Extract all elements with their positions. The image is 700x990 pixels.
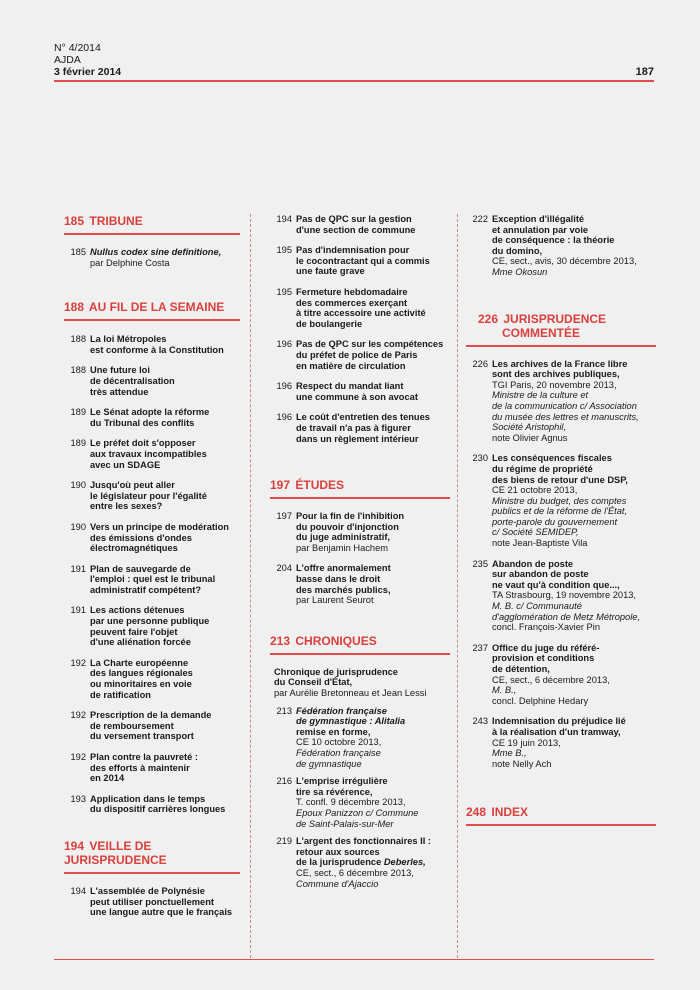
entry-page: 230 xyxy=(472,453,488,464)
column-left xyxy=(64,214,240,918)
header-rule xyxy=(54,80,654,82)
issue-date: 3 février 2014 xyxy=(54,66,122,78)
entry-title: La loi Métropoles est conforme à la Constitution xyxy=(90,334,224,355)
section-heading-index[interactable]: 248 INDEX xyxy=(466,805,529,820)
entry-parties: M. B. c/ Communauté d'agglomération de Metz Métropole, xyxy=(492,601,641,622)
entry-page: 192 xyxy=(70,657,86,668)
chronique-intro: Chronique de jurisprudence du Conseil d'État, par Aurélie Bretonneau et Jean Lessi xyxy=(274,666,427,699)
entry-parties: M. B., xyxy=(492,685,517,696)
entry-body xyxy=(90,564,240,596)
entry-body xyxy=(296,412,450,444)
toc-entry[interactable]: 216 L'emprise irrégulière tire sa révérence, T. confl. 9 décembre 2013, Epoux Panizzon c/ Commune de Saint-Palais-sur-Mer xyxy=(276,776,419,829)
entry-title: Plan contre la pauvreté : des efforts à maintenir en 2014 xyxy=(90,752,198,784)
entry-note: concl. Delphine Hedary xyxy=(492,695,589,706)
entry-title: Le coût d'entretien des tenues de travail n'a pas à figurer dans un règlement intérieur xyxy=(296,412,430,444)
entry-body xyxy=(90,752,240,784)
section-rule xyxy=(466,345,656,347)
entry-title: La Charte européenne des langues régionales ou minoritaires en voie de ratification xyxy=(90,657,193,700)
entry-note: note Nelly Ach xyxy=(492,758,552,769)
toc-entry[interactable] xyxy=(466,643,656,707)
entry-body xyxy=(492,453,656,548)
entry-page: 188 xyxy=(70,365,86,376)
toc-entry[interactable] xyxy=(270,339,450,371)
entry-page: 196 xyxy=(276,339,292,350)
entry-page: 189 xyxy=(70,438,86,449)
entry-body xyxy=(296,381,450,402)
entry-page: 235 xyxy=(472,558,488,569)
entry-parties: Mme B., xyxy=(492,748,527,759)
toc-entry[interactable] xyxy=(64,407,240,428)
toc-list-etudes xyxy=(270,511,450,606)
column-divider xyxy=(250,214,251,958)
journal-name: AJDA xyxy=(54,54,81,66)
entry-title: Abandon de poste sur abandon de poste ne vaut qu'à condition que..., xyxy=(492,558,620,590)
entry-page: 193 xyxy=(70,793,86,804)
toc-entry[interactable]: 213 Fédération française de gymnastique : Alitalia remise en forme, CE 10 octobre 2013, Fédération française de gymnastique xyxy=(276,705,406,769)
section-rule xyxy=(64,872,240,874)
footer-rule xyxy=(54,959,654,960)
column-right xyxy=(466,214,656,826)
section-heading-jurisprudence[interactable]: 226 JURISPRUDENCE COMMENTÉE xyxy=(478,311,607,340)
entry-title: Prescription de la demande de remboursement du versement transport xyxy=(90,710,212,742)
entry-body xyxy=(492,559,656,633)
page-number: 187 xyxy=(635,66,654,78)
entry-page: 189 xyxy=(70,407,86,418)
entry-body xyxy=(492,716,656,769)
entry-title: Plan de sauvegarde de l'emploi : quel est le tribunal administratif compétent? xyxy=(90,563,216,595)
entry-body xyxy=(90,794,240,815)
toc-entry[interactable] xyxy=(64,886,240,918)
entry-body xyxy=(90,522,240,554)
entry-title: Jusqu'où peut aller le législateur pour l'égalité entre les sexes? xyxy=(90,480,207,512)
section-rule xyxy=(270,497,450,499)
toc-entry[interactable]: 219 L'argent des fonctionnaires II : retour aux sources de la jurisprudence Deberles, CE, sect., 6 décembre 2013, Commune d'Ajaccio xyxy=(276,836,431,889)
entry-page: 195 xyxy=(276,286,292,297)
entry-body xyxy=(90,658,240,700)
entry-body xyxy=(90,334,240,355)
entry-body xyxy=(492,643,656,707)
entry-title: Le préfet doit s'opposer aux travaux incompatibles avec un SDAGE xyxy=(90,438,207,470)
column-middle xyxy=(270,214,450,889)
entry-page: 192 xyxy=(70,752,86,762)
entry-body xyxy=(90,605,240,647)
toc-list-jurisprudence xyxy=(466,359,656,770)
toc-entry[interactable] xyxy=(466,716,656,769)
toc-entry[interactable] xyxy=(466,559,656,633)
entry-title: Les conséquences fiscales du régime de propriété des biens de retour d'une DSP, xyxy=(492,453,628,485)
entry-title: Office du juge du référé- provision et conditions de détention, xyxy=(492,642,600,674)
toc-entry[interactable] xyxy=(64,438,240,470)
entry-page: 196 xyxy=(276,412,292,423)
entry-page: 226 xyxy=(472,358,488,369)
entry-page: 237 xyxy=(472,642,488,653)
entry-body xyxy=(90,710,240,742)
entry-note: concl. François-Xavier Pin xyxy=(492,622,600,633)
section-heading-semaine[interactable]: 188 AU FIL DE LA SEMAINE xyxy=(64,300,225,315)
toc-entry[interactable] xyxy=(270,563,450,605)
section-heading-etudes[interactable]: 197 ÉTUDES xyxy=(270,478,345,493)
section-rule xyxy=(270,653,450,655)
section-heading-chroniques[interactable]: 213 CHRONIQUES xyxy=(270,633,377,648)
toc-entry[interactable] xyxy=(270,245,450,277)
section-heading-veille[interactable]: 194 VEILLE DE JURISPRUDENCE xyxy=(64,838,167,867)
entry-court: TA Strasbourg, 19 novembre 2013, xyxy=(492,590,637,601)
entry-body xyxy=(492,359,656,444)
toc-entry[interactable] xyxy=(64,752,240,784)
toc-entry[interactable] xyxy=(64,480,240,512)
toc-entry[interactable]: 185 Nullus codex sine definitione, par Delphine Costa xyxy=(70,247,222,268)
entry-page: 191 xyxy=(70,563,86,574)
entry-body xyxy=(296,511,450,553)
entry-title: Pas de QPC sur les compétences du préfet de police de Paris en matière de circulation xyxy=(296,339,444,371)
toc-entry[interactable] xyxy=(270,214,450,235)
entry-page: 204 xyxy=(276,563,292,574)
toc-entry[interactable] xyxy=(270,381,450,402)
section-heading-tribune[interactable]: 185 TRIBUNE xyxy=(64,214,143,228)
entry-title: Vers un principe de modération des émissions d'ondes électromagnétiques xyxy=(90,521,229,554)
toc-entry[interactable]: 222 Exception d'illégalité et annulation par voie de conséquence : la théorie du domino, CE, sect., avis, 30 décembre 2013, Mme Okosun xyxy=(472,214,637,277)
entry-body xyxy=(296,245,450,277)
entry-title: L'offre anormalement basse dans le droit des marchés publics, xyxy=(296,563,391,595)
entry-body xyxy=(90,886,240,918)
toc-entry[interactable] xyxy=(270,511,450,553)
entry-body xyxy=(296,563,450,605)
entry-page: 243 xyxy=(472,716,488,727)
section-rule xyxy=(466,824,656,826)
toc-entry[interactable] xyxy=(64,605,240,647)
toc-entry[interactable] xyxy=(466,453,656,548)
toc-entry[interactable] xyxy=(270,287,450,329)
entry-page: 190 xyxy=(70,480,86,491)
entry-title: Respect du mandat liant une commune à son avocat xyxy=(296,381,418,402)
entry-title: Application dans le temps du dispositif carrières longues xyxy=(90,793,226,815)
entry-court: CE, sect., 6 décembre 2013, xyxy=(492,674,610,685)
entry-body xyxy=(90,480,240,512)
entry-parties: Ministre de la culture et de la communication c/ Association du musée des lettres et manuscrits, Société Aristophil, xyxy=(492,390,639,433)
toc-entry[interactable] xyxy=(64,365,240,397)
entry-parties: Ministre du budget, des comptes publics et de la réforme de l'État, porte-parole du gouvernement c/ Société SEMIDEP, xyxy=(492,495,628,538)
page-header xyxy=(54,42,654,82)
toc-entry[interactable] xyxy=(64,334,240,355)
entry-note: note Olivier Agnus xyxy=(492,432,568,443)
column-divider xyxy=(457,214,458,958)
entry-page: 192 xyxy=(70,710,86,721)
entry-title: Une future loi de décentralisation très attendue xyxy=(90,365,175,397)
entry-body xyxy=(296,214,450,235)
entry-title: Pour la fin de l'inhibition du pouvoir d'injonction du juge administratif, xyxy=(296,511,405,543)
section-rule xyxy=(64,319,240,321)
entry-author: par Laurent Seurot xyxy=(296,595,374,606)
entry-body xyxy=(296,339,450,371)
entry-page: 191 xyxy=(70,605,86,616)
entry-title: Pas de QPC sur la gestion d'une section de commune xyxy=(296,214,416,235)
toc-entry[interactable] xyxy=(270,412,450,444)
entry-page: 194 xyxy=(276,214,292,224)
entry-title: Les archives de la France libre sont des archives publiques, xyxy=(492,358,628,380)
entry-court: TGI Paris, 20 novembre 2013, xyxy=(492,379,617,390)
entry-page: 197 xyxy=(276,511,292,522)
toc-list-veille xyxy=(64,886,240,918)
entry-title: Pas d'indemnisation pour le cocontractant qui a commis une faute grave xyxy=(296,245,430,277)
toc-entry[interactable] xyxy=(64,794,240,815)
entry-note: note Jean-Baptiste Vila xyxy=(492,538,588,549)
entry-body xyxy=(90,365,240,397)
section-rule xyxy=(64,233,240,235)
entry-title: Les actions détenues par une personne publique peuvent faire l'objet d'une aliénation forcée xyxy=(90,605,210,648)
entry-body xyxy=(296,287,450,329)
toc-entry[interactable] xyxy=(64,710,240,742)
entry-body xyxy=(90,438,240,470)
entry-title: Le Sénat adopte la réforme du Tribunal des conflits xyxy=(90,407,210,428)
entry-page: 196 xyxy=(276,381,292,392)
toc-list-semaine xyxy=(64,334,240,815)
toc-entry[interactable] xyxy=(64,658,240,700)
toc-entry[interactable] xyxy=(466,359,656,444)
toc-entry[interactable] xyxy=(64,522,240,554)
entry-body xyxy=(90,407,240,428)
entry-title: L'assemblée de Polynésie peut utiliser ponctuellement une langue autre que le français xyxy=(90,885,233,918)
entry-page: 190 xyxy=(70,521,86,532)
toc-entry[interactable] xyxy=(64,564,240,596)
entry-author: par Benjamin Hachem xyxy=(296,542,388,553)
entry-page: 188 xyxy=(70,334,86,345)
entry-court: CE 19 juin 2013, xyxy=(492,737,561,748)
entry-court: CE 21 octobre 2013, xyxy=(492,485,578,496)
entry-title: Fermeture hebdomadaire des commerces exerçant à titre accessoire une activité de boulangerie xyxy=(296,286,426,329)
entry-title: Indemnisation du préjudice lié à la réalisation d'un tramway, xyxy=(492,716,626,737)
issue-number: N° 4/2014 xyxy=(54,42,101,54)
toc-list-veille-continued xyxy=(270,214,450,444)
entry-page: 195 xyxy=(276,245,292,256)
entry-page: 194 xyxy=(70,885,86,896)
